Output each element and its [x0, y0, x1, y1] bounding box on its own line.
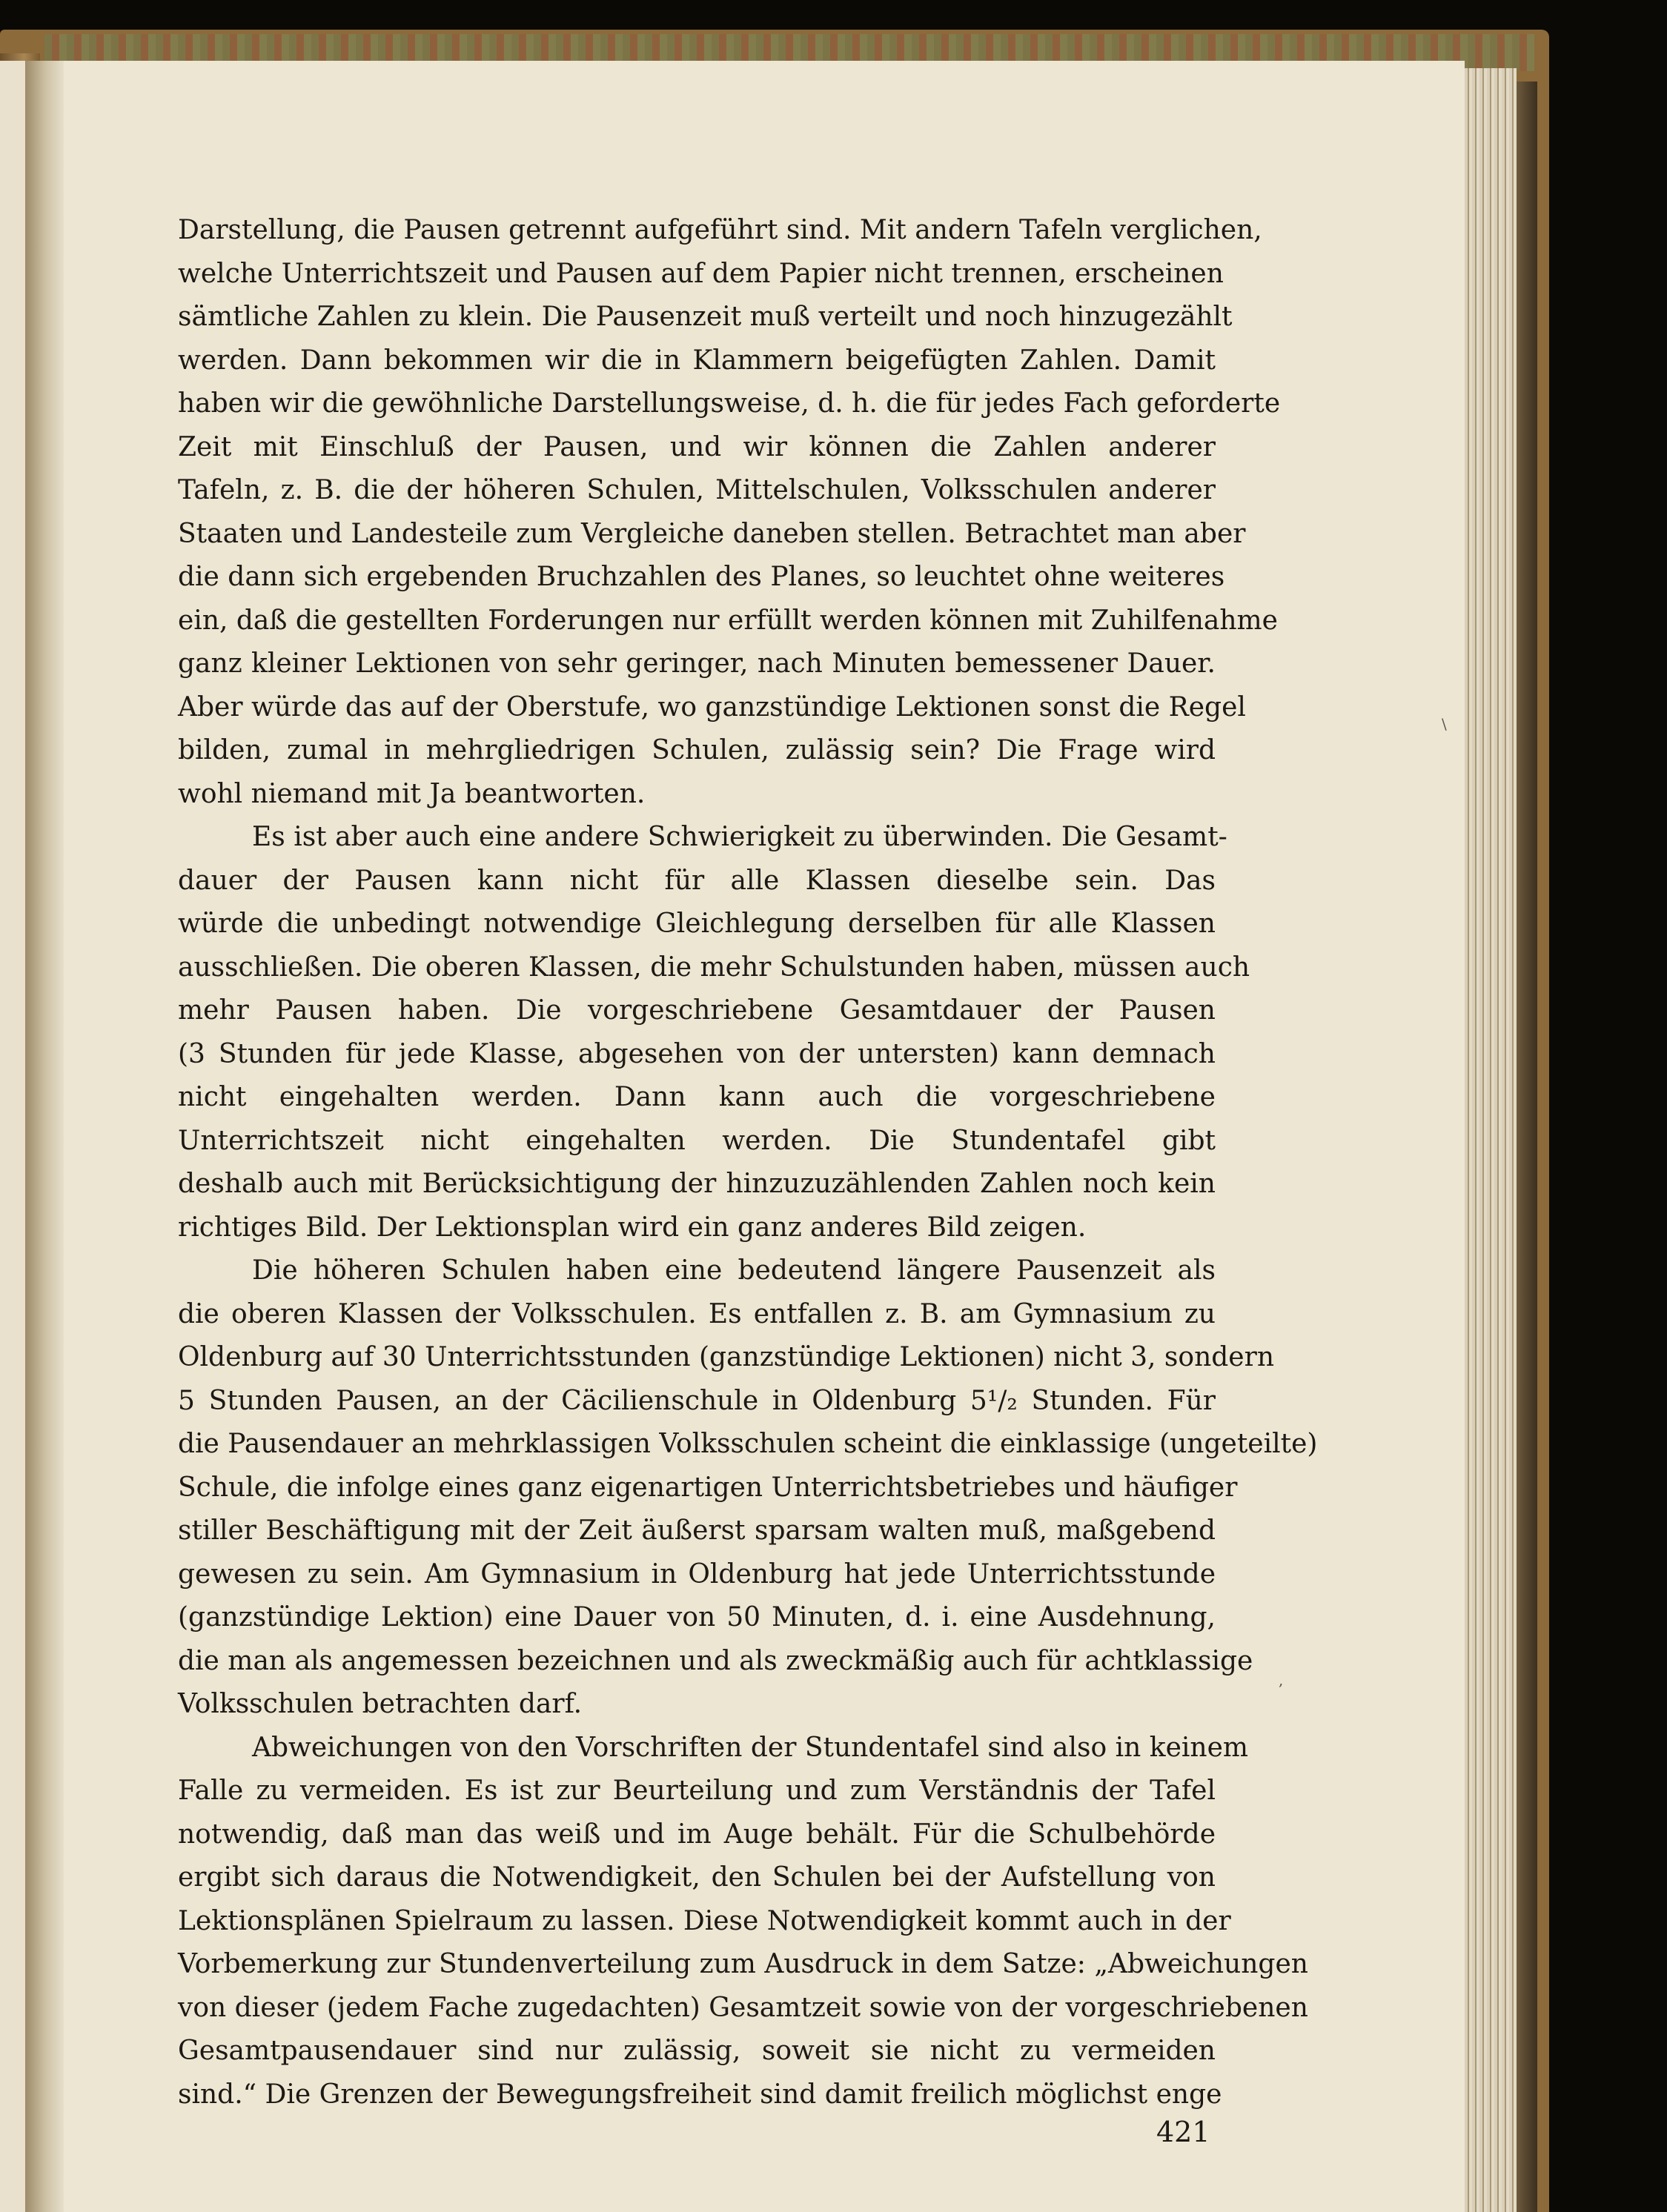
text-line: 5 Stunden Pausen, an der Cäcilienschule in Oldenburg 5¹/₂ Stunden. Für: [178, 1385, 1216, 1416]
text-line: Es ist aber auch eine andere Schwierigkeit zu überwinden. Die Gesamt-: [252, 822, 1227, 852]
text-line: bilden, zumal in mehrgliedrigen Schulen, zulässig sein? Die Frage wird: [178, 735, 1216, 765]
text-line: Abweichungen von den Vorschriften der Stundentafel sind also in keinem: [252, 1732, 1249, 1763]
text-line: die oberen Klassen der Volksschulen. Es entfallen z. B. am Gymnasium zu: [178, 1298, 1216, 1329]
text-line: Staaten und Landesteile zum Vergleiche daneben stellen. Betrachtet man aber: [178, 518, 1246, 549]
text-line: Unterrichtszeit nicht eingehalten werden. Die Stundentafel gibt: [178, 1125, 1216, 1156]
text-line: sämtliche Zahlen zu klein. Die Pausenzeit muß verteilt und noch hinzugezählt: [178, 302, 1233, 332]
text-line: die Pausendauer an mehrklassigen Volksschulen scheint die einklassige (ungeteilte): [178, 1429, 1318, 1459]
text-line: (ganzstündige Lektion) eine Dauer von 50 Minuten, d. i. eine Ausdehnung,: [178, 1602, 1216, 1633]
text-line: gewesen zu sein. Am Gymnasium in Oldenburg hat jede Unterrichtsstunde: [178, 1558, 1216, 1590]
margin-mark: \: [1442, 715, 1447, 733]
page-number: 421: [1156, 2116, 1210, 2148]
paragraph: [178, 1249, 1318, 1727]
text-line: sind.“ Die Grenzen der Bewegungsfreiheit sind damit freilich möglichst enge: [178, 2079, 1222, 2110]
text-line: Volksschulen betrachten darf.: [178, 1689, 583, 1719]
text-line: Vorbemerkung zur Stundenverteilung zum Ausdruck in dem Satze: „Abweichungen: [178, 1949, 1308, 1979]
paragraph: [178, 816, 1250, 1249]
text-line: Lektionsplänen Spielraum zu lassen. Diese Notwendigkeit kommt auch in der: [178, 1905, 1231, 1936]
text-line: deshalb auch mit Berücksichtigung der hinzuzuzählenden Zahlen noch kein: [178, 1169, 1216, 1199]
text-line: haben wir die gewöhnliche Darstellungsweise, d. h. die für jedes Fach geforderte: [178, 388, 1281, 419]
text-line: werden. Dann bekommen wir die in Klammern beigefügten Zahlen. Damit: [178, 345, 1216, 376]
text-line: würde die unbedingt notwendige Gleichlegung derselben für alle Klassen: [178, 909, 1216, 939]
text-line: Die höheren Schulen haben eine bedeutend längere Pausenzeit als: [252, 1255, 1216, 1286]
text-line: mehr Pausen haben. Die vorgeschriebene Gesamtdauer der Pausen: [178, 995, 1216, 1026]
text-line: Zeit mit Einschluß der Pausen, und wir können die Zahlen anderer: [178, 431, 1216, 462]
text-line: Gesamtpausendauer sind nur zulässig, soweit sie nicht zu vermeiden: [178, 2036, 1216, 2066]
page-edge-shadow: [1517, 82, 1537, 2212]
margin-mark: ,: [1279, 1671, 1284, 1689]
text-line: notwendig, daß man das weiß und im Auge behält. Für die Schulbehörde: [178, 1819, 1216, 1850]
text-line: ein, daß die gestellten Forderungen nur erfüllt werden können mit Zuhilfenahme: [178, 605, 1278, 636]
text-line: dauer der Pausen kann nicht für alle Klassen dieselbe sein. Das: [178, 865, 1216, 896]
text-line: Falle zu vermeiden. Es ist zur Beurteilung und zum Verständnis der Tafel: [178, 1776, 1216, 1806]
text-line: ausschließen. Die oberen Klassen, die mehr Schulstunden haben, müssen auch: [178, 951, 1250, 983]
text-line: ganz kleiner Lektionen von sehr geringer, nach Minuten bemessener Dauer.: [178, 648, 1216, 679]
text-line: Tafeln, z. B. die der höheren Schulen, Mittelschulen, Volksschulen anderer: [178, 475, 1216, 505]
text-line: Darstellung, die Pausen getrennt aufgeführt sind. Mit andern Tafeln verglichen,: [178, 215, 1262, 245]
text-line: welche Unterrichtszeit und Pausen auf dem Papier nicht trennen, erscheinen: [178, 258, 1224, 289]
text-line: ergibt sich daraus die Notwendigkeit, den Schulen bei der Aufstellung von: [178, 1862, 1216, 1893]
paragraph: [178, 209, 1281, 816]
text-line: die man als angemessen bezeichnen und als zweckmäßig auch für achtklassige: [178, 1645, 1253, 1676]
text-line: die dann sich ergebenden Bruchzahlen des Planes, so leuchtet ohne weiteres: [178, 562, 1225, 592]
page-gutter: [25, 61, 64, 2212]
text-line: stiller Beschäftigung mit der Zeit äußerst sparsam walten muß, maßgebend: [178, 1515, 1216, 1546]
paragraph: [178, 1727, 1308, 2117]
text-line: Schule, die infolge eines ganz eigenartigen Unterrichtsbetriebes und häufiger: [178, 1472, 1238, 1503]
page-block-edges: [1465, 68, 1517, 2212]
text-line: Aber würde das auf der Oberstufe, wo ganzstündige Lektionen sonst die Regel: [178, 691, 1246, 723]
text-line: von dieser (jedem Fache zugedachten) Gesamtzeit sowie von der vorgeschriebenen: [178, 1992, 1308, 2023]
left-facing-page: [0, 61, 27, 2212]
text-line: Oldenburg auf 30 Unterrichtsstunden (ganzstündige Lektionen) nicht 3, sondern: [178, 1342, 1275, 1372]
body-text: [178, 209, 1318, 2116]
text-line: nicht eingehalten werden. Dann kann auch die vorgeschriebene: [178, 1082, 1216, 1112]
text-line: wohl niemand mit Ja beantworten.: [178, 778, 646, 809]
text-line: richtiges Bild. Der Lektionsplan wird ein ganz anderes Bild zeigen.: [178, 1212, 1087, 1243]
text-line: (3 Stunden für jede Klasse, abgesehen von der untersten) kann demnach: [178, 1038, 1216, 1069]
